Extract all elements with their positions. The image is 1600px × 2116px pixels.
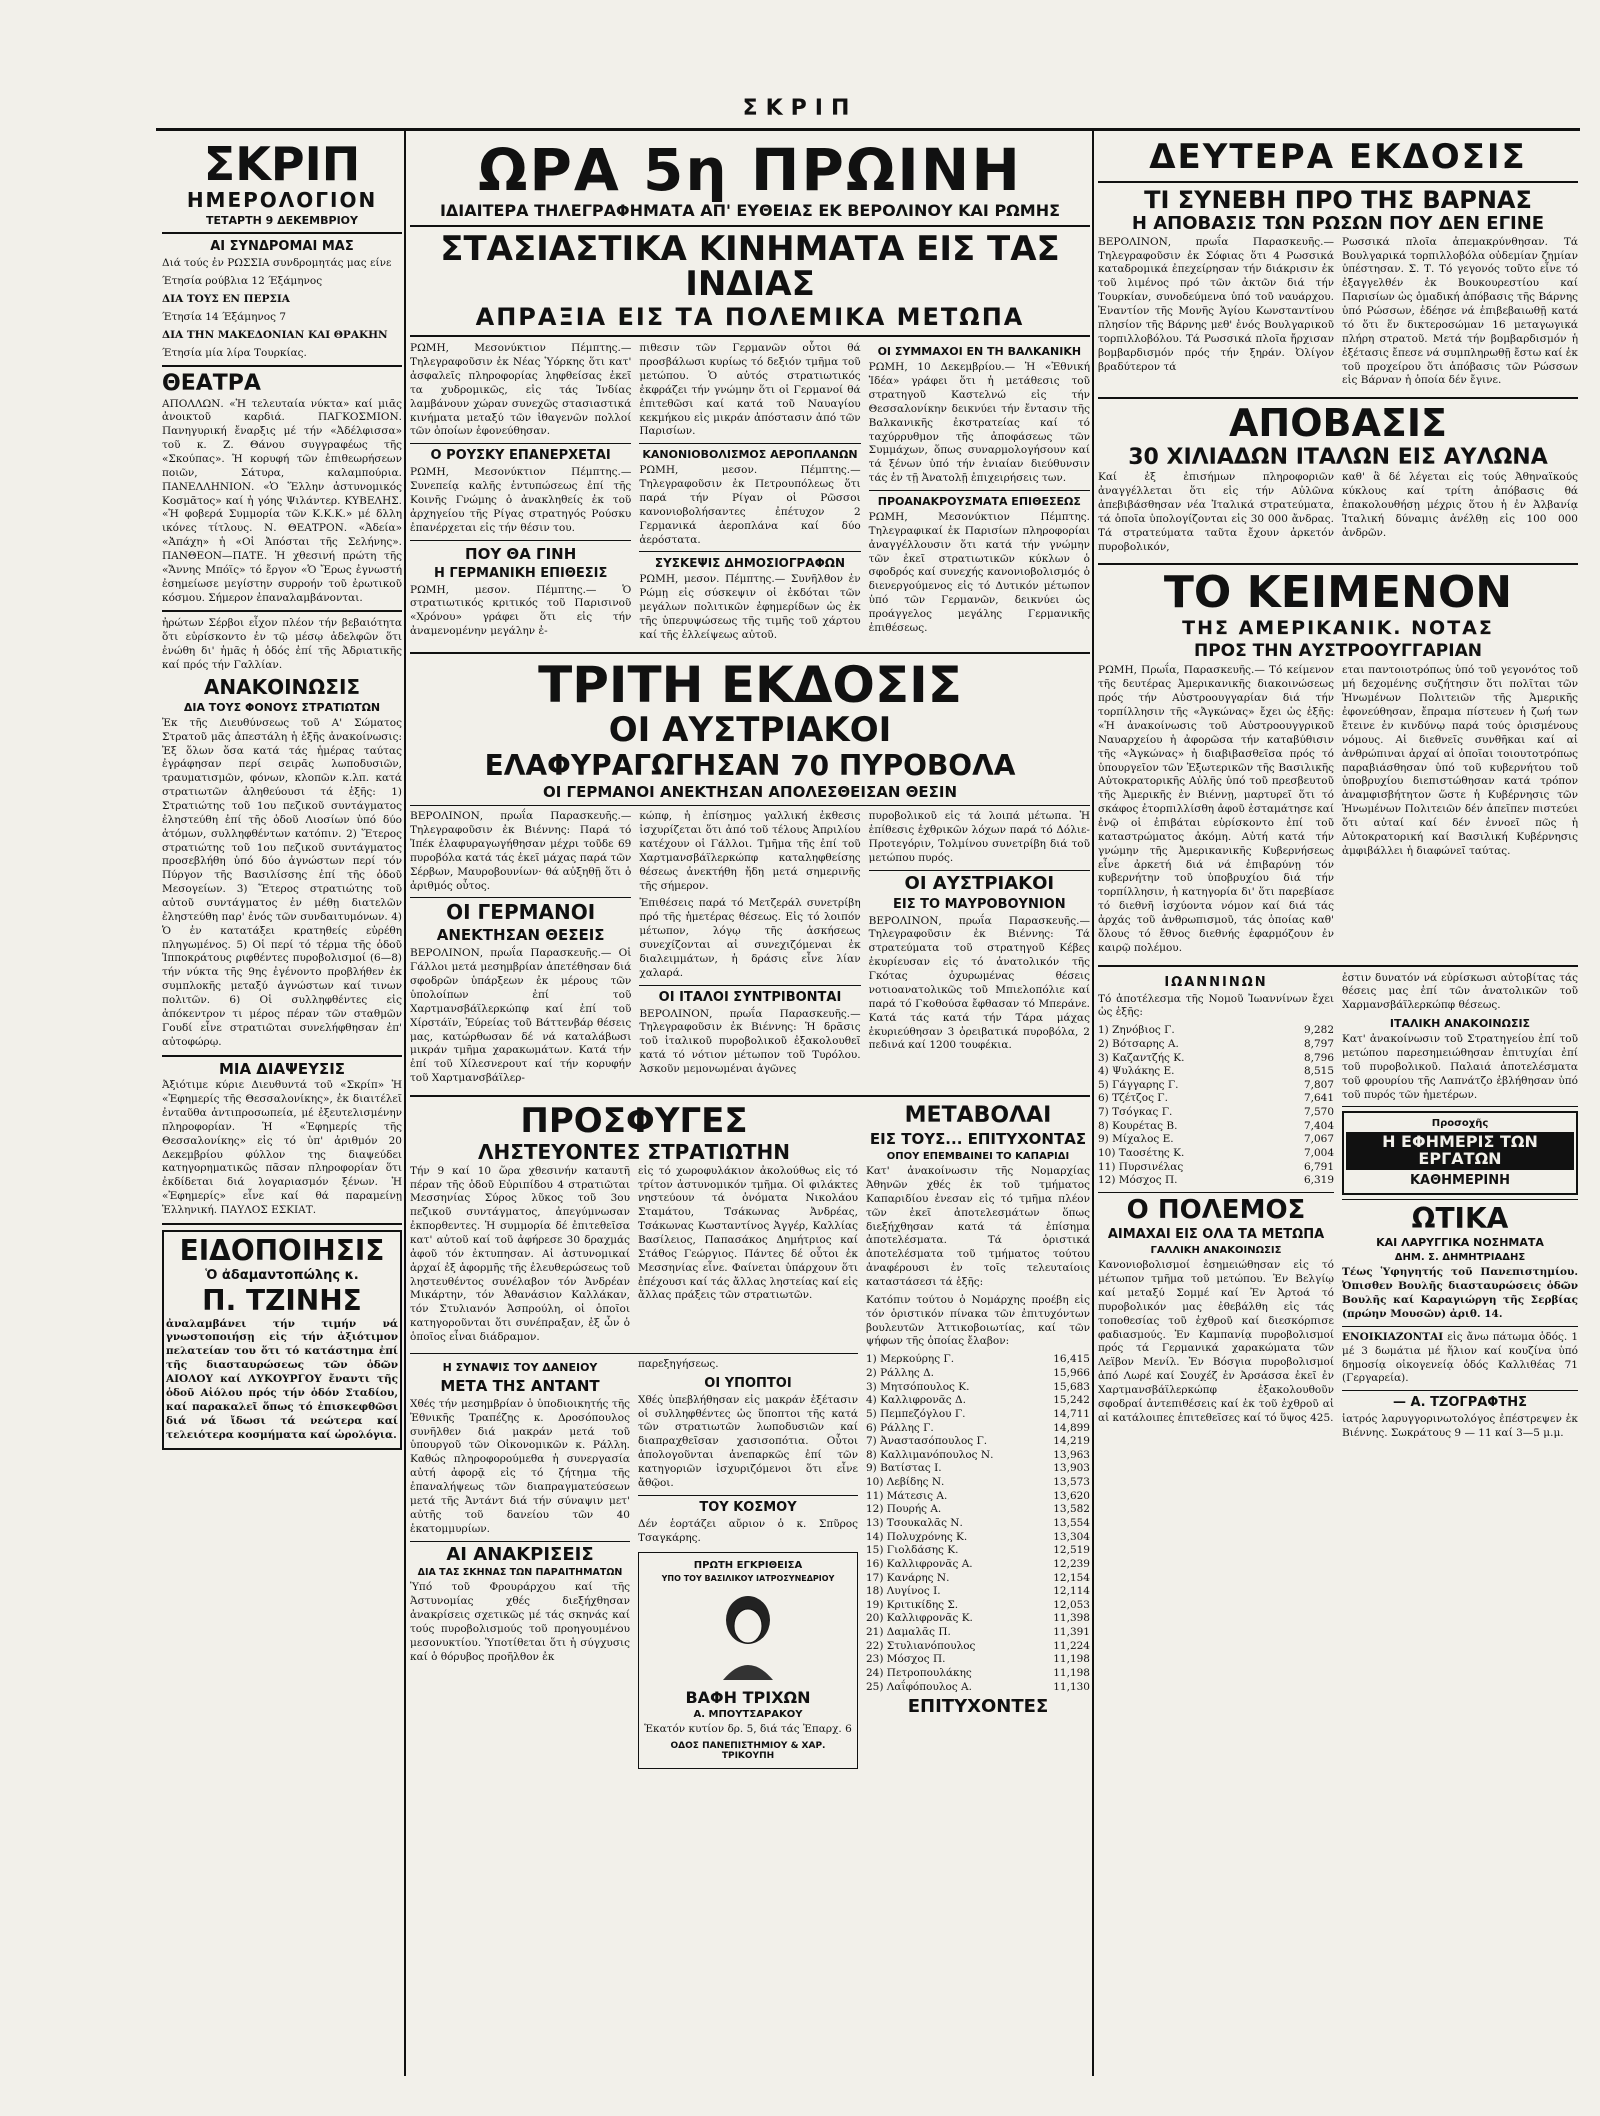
masthead: ΣΚΡΙΠ <box>742 96 858 121</box>
candidate-name: 8) Καλλιμανόπουλος Ν. <box>866 1448 994 1461</box>
candidate-name: 7) Τσόγκας Γ. <box>1098 1106 1173 1119</box>
result-row <box>866 1640 1090 1654</box>
article-text: ΒΕΡΟΛΙΝΟΝ, πρωΐα Παρασκευῆς.— Τηλεγραφοῦσιν ἐκ Βιέννης: Παρά τό Ἰπέκ ἐλαφυραγωγήθησαν μέχρι τοῦδε 69 πυροβόλα κατά τάς ἐκεῖ μάχας παρά τῶν Σέρβων, Μαυροβουνίων· θά αὐξηθῇ ὅτι ὁ ἀριθμός οὗτος. <box>410 810 632 892</box>
vote-count: 13,304 <box>1053 1530 1090 1543</box>
result-row <box>1098 1092 1334 1106</box>
candidate-name: 10) Λεβίδης Ν. <box>866 1476 945 1489</box>
vote-count: 11,224 <box>1053 1639 1090 1652</box>
calendar-title: ΣΚΡΙΠ <box>203 138 361 191</box>
vote-count: 13,582 <box>1053 1503 1090 1516</box>
candidate-name: 18) Λυγίνος Ι. <box>866 1585 941 1598</box>
result-row <box>1098 1024 1334 1038</box>
announcement-heading: ΑΝΑΚΟΙΝΩΣΙΣ <box>203 674 361 699</box>
article-text: Χθές τήν μεσημβρίαν ὁ ὑποδιοικητής τῆς Ἐθνικῆς Τραπέζης κ. Δροσόπουλος συνῆλθεν διά μακράν μετά τοῦ ὑπουργοῦ τῶν Οἰκονομικῶν κ. Ράλλη. Καθώς πληροφορούμεθα ἡ συνεργασία αὐτή ἀφορᾷ εἰς τό ζήτημα τῆς ἐπαναλήψεως τῶν διαπραγματεύσεων μετά τῆς Ἀντάντ διά τήν σύναψιν μετ' αὐτῆς τοῦ δανείου τῶν 40 ἑκατομμυρίων. <box>410 1397 630 1535</box>
vote-count: 14,219 <box>1053 1435 1090 1448</box>
article-text: ΡΩΜΗ, μεσον. Πέμπτης.— Ὁ στρατιωτικός κριτικός τοῦ Παρισινοῦ «Χρόνου» γράφει ὅτι εἰς τήν ἀναμενομένην μεγάλην ἐ- <box>410 583 632 638</box>
candidate-name: 20) Καλλιφρονᾶς Κ. <box>866 1612 973 1625</box>
hair-dye-advertisement <box>638 1552 858 1770</box>
ioannina-heading: ΙΩΑΝΝΙΝΩΝ <box>1164 974 1268 990</box>
result-row <box>866 1476 1090 1490</box>
headline-austrians: ΟΙ ΑΥΣΤΡΙΑΚΟΙ <box>608 710 892 751</box>
candidate-name: 6) Τζέτζος Γ. <box>1098 1092 1168 1105</box>
result-row <box>866 1449 1090 1463</box>
result-row <box>866 1353 1090 1367</box>
article-subheading: ΜΕΤΑ ΤΗΣ ΑΝΤΑΝΤ <box>440 1376 600 1395</box>
article-heading: ΑΙ ΑΝΑΚΡΙΣΕΙΣ <box>446 1543 594 1565</box>
article-heading: ΤΟΥ ΚΟΣΜΟΥ <box>699 1499 797 1515</box>
war-subheading: ΑΙΜΑΧΑΙ ΕΙΣ ΟΛΑ ΤΑ ΜΕΤΩΠΑ <box>1107 1227 1325 1243</box>
physician-text: ἰατρός λαρυγγορινωτολόγος ἐπέστρεψεν ἐκ Βιέννης. Σωκράτους 9 — 11 καί 3—5 μ.μ. <box>1342 1413 1578 1440</box>
subscriptions-line: Έτησία μία λίρα Τουρκίας. <box>162 346 307 359</box>
column-divider <box>1092 130 1094 2076</box>
result-row <box>1098 1052 1334 1066</box>
article-heading: ΟΙ ΓΕΡΜΑΝΟΙ <box>446 900 596 925</box>
denial-text: Ἀξιότιμε κύριε Διευθυντά τοῦ «Σκρίπ» Ἡ «Ἐφημερίς τῆς Θεσσαλονίκης», ἐκ διαιτέλεῖ ἐνταῦθα ἀντιπροσωπεία, μέ ἐξευτελισμένην πληροφορίαν. Ἡ «Ἐφημερίς τῆς Θεσσαλονίκης» εἰς τό ὑπ' ἀριθμόν 20 Δεκεμβρίου φύλλον της διαψεύδει κατηγορηματικῶς πᾶσαν πληροφορίαν ὅτι ἐκδίδεται διά λογαριασμόν ξένων. Ἡ «Ἐφημερίς» εἶνε καί θά παραμείνῃ Ἑλληνική. ΠΑΥΛΟΣ ΕΣΚΙΑΤ. <box>162 1079 402 1216</box>
candidate-name: 1) Μερκούρης Γ. <box>866 1353 955 1366</box>
result-row <box>866 1626 1090 1640</box>
candidate-name: 19) Κριτικίδης Σ. <box>866 1598 959 1611</box>
calendar-date: ΤΕΤΑΡΤΗ 9 ΔΕΚΕΜΒΡΙΟΥ <box>206 214 358 228</box>
results-list <box>866 1353 1090 1694</box>
vote-count: 11,198 <box>1053 1653 1090 1666</box>
subscriptions-line: Έτησία ρούβλια 12 Έξάμηνος <box>162 275 323 288</box>
candidate-name: 2) Ράλλης Δ. <box>866 1366 935 1379</box>
result-row <box>866 1381 1090 1395</box>
result-row <box>1098 1106 1334 1120</box>
article-text: Ὑπό τοῦ Φρουράρχου καί τῆς Ἀστυνομίας χθές διεξήχθησαν ἀνακρίσεις σχετικῶς μέ τάς σκηνάς καί τούς πυροβολισμούς τοῦ προηγουμένου μεσονυκτίου. Ὑποτίθεται ὅτι ἡ σύγχυσις καί ὁ θόρυβος προῆλθον ἐκ <box>410 1581 630 1663</box>
candidate-name: 14) Πολυχρόνης Κ. <box>866 1530 968 1543</box>
article-heading: ΟΙ ΙΤΑΛΟΙ ΣΥΝΤΡΙΒΟΝΤΑΙ <box>658 989 842 1005</box>
headline-india: ΣΤΑΣΙΑΣΤΙΚΑ ΚΙΝΗΜΑΤΑ ΕΙΣ ΤΑΣ ΙΝΔΙΑΣ <box>440 228 1060 305</box>
vote-count: 15,966 <box>1053 1366 1090 1379</box>
article-heading: Ο ΡΟΥΣΚΥ ΕΠΑΝΕΡΧΕΤΑΙ <box>430 448 611 464</box>
result-row <box>866 1394 1090 1408</box>
top-rule <box>156 128 1580 131</box>
article-text: Ρωσσικά πλοῖα ἀπεμακρύνθησαν. Τά Βουλγαρικά τορπιλλοβόλα οὐδεμίαν ζημίαν ὑπέστησαν. Σ. Τ. Τό γεγονός τοῦτο εἶνε τό ἐξαγγελθέν ἐκ Βουκουρεστίου καί Παρισίων ὡς ὁμαδική ἀπόβασις τῆς Βάρνης ὑπό Ρώσσων, ἐδέησε νά ἐπιβεβαιωθῇ κατά τό ὅτι ἕν δικτεροσώμαν 16 μεταγωγικά πλήρη στρατοῦ. Μετά τήν βομβαρδισμόν ἡ ἐξέτασις ἔπεσε νά συμπληρωθῇ ἔστω καί ἐκ τοῦ προχείρου ὅτι ἀπόβασις τῶν Ρώσσων εἰς Βάρναν ἡ ὁποία δέν ἔγινε. <box>1342 235 1578 387</box>
result-row <box>866 1517 1090 1531</box>
article-heading: ΠΡΟΑΝΑΚΡΟΥΣΜΑΤΑ ΕΠΙΘΕΣΕΩΣ <box>877 494 1081 508</box>
result-row <box>1098 1147 1334 1161</box>
rental-heading: ΕΝΟΙΚΙΑΖΟΝΤΑΙ <box>1342 1330 1444 1343</box>
article-text: ΒΕΡΟΛΙΝΟΝ, πρωΐα Παρασκευῆς.— Τηλεγραφοῦσιν ἐκ Βιέννης: Τά στρατεύματα τοῦ στρατηγοῦ Κέβες ἐκυρίευσαν εἰς τό ἀνατολικόν τῆς Γκότας ὀχυρωμένας θέσεις νοτιοανατολικῶς τοῦ Μπιελοπόλιε καί παρά τό Γκοθούσα ἔφθασαν τό Μπεράνε. Κατά τάς κατά τήν Τάρα μάχας ἐκυριεύθησαν 3 ὀρειβατικά πυροβόλα, 2 πεδινά καί 1200 τουφέκια. <box>868 914 1090 1052</box>
refugees-headline: ΠΡΟΣΦΥΓΕΣ <box>520 1101 748 1142</box>
woman-portrait-icon <box>713 1590 783 1680</box>
candidate-name: 12) Πουρής Α. <box>866 1503 942 1516</box>
article-subheading: ΔΙΑ ΤΑΣ ΣΚΗΝΑΣ ΤΩΝ ΠΑΡΑΙΤΗΜΑΤΩΝ <box>417 1567 623 1579</box>
vote-count: 12,239 <box>1053 1557 1090 1570</box>
vote-count: 11,198 <box>1053 1667 1090 1680</box>
result-row <box>866 1558 1090 1572</box>
vote-count: 7,004 <box>1303 1147 1334 1160</box>
results-list <box>1098 1024 1334 1188</box>
vote-count: 8,796 <box>1303 1051 1334 1064</box>
result-row <box>866 1490 1090 1504</box>
candidate-name: 11) Πυρσινέλας <box>1098 1160 1184 1173</box>
vote-count: 7,807 <box>1303 1078 1334 1091</box>
vote-count: 16,415 <box>1053 1353 1090 1366</box>
headline-varna: ΤΙ ΣΥΝΕΒΗ ΠΡΟ ΤΗΣ ΒΑΡΝΑΣ <box>1144 185 1532 214</box>
headline-fronts: ΑΠΡΑΞΙΑ ΕΙΣ ΤΑ ΠΟΛΕΜΙΚΑ ΜΕΤΩΠΑ <box>475 303 1025 332</box>
vote-count: 11,130 <box>1053 1680 1090 1693</box>
article-text: πιθεσιν τῶν Γερμανῶν οὗτοι θά προσβάλωσι κυρίως τό δεξιόν τμῆμα τοῦ μετώπου. Ὁ αὐτός στρατιωτικός ἐκφράζει τήν γνώμην ὅτι οἱ Γερμανοί θά ἐπιτεθῶσι καί κατά τοῦ Ναυαγίου κεκμήκου εἰς μικράν ἀπόστασιν ἀπό τῶν Παρισίων. <box>639 342 861 438</box>
physician-name: — Α. ΤΖΟΓΡΑΦΤΗΣ <box>1393 1395 1527 1411</box>
ad-line: ΒΑΦΗ ΤΡΙΧΩΝ <box>685 1687 811 1707</box>
article-text: ΒΕΡΟΛΙΝΟΝ, πρωΐα Παρασκευῆς.— Οἱ Γάλλοι μετά μεσημβρίαν ἀπετέθησαν διά σφοδρῶν ὑπάρξεων ἐκ μέρους τῶν ὑπολοίπων ἐπί τοῦ Χαρτμανσβάϊλερκώπφ καί ἐπί τοῦ Χίρστάϊν, Ἐύρείας τοῦ Βάττενβάρ θέσεις μας, κατώρθωσαν δέ νά καταλάβωσι μικράν τμῆμα χαρακωμάτων. Κατά τήν ἐπί τοῦ Χίλεσνερουτ καί τήν κορυφήν τοῦ Χαρτμανσβάϊλερ- <box>410 947 632 1085</box>
vote-count: 13,903 <box>1053 1462 1090 1475</box>
result-row <box>1098 1038 1334 1052</box>
ad-line: ΥΠΟ ΤΟΥ ΒΑΣΙΛΙΚΟΥ ΙΑΤΡΟΣΥΝΕΔΡΙΟΥ <box>661 1573 835 1583</box>
result-row <box>1098 1133 1334 1147</box>
candidate-name: 5) Πεμπεζόγλου Γ. <box>866 1407 966 1420</box>
candidate-name: 4) Καλλιφρονᾶς Δ. <box>866 1394 966 1407</box>
candidate-name: 9) Βατίστας Ι. <box>866 1462 942 1475</box>
announcement-text: Ἐκ τῆς Διευθύνσεως τοῦ Α' Σώματος Στρατοῦ μᾶς ἀπεστάλη ἡ ἑξῆς ἀνακοίνωσις: Ἐξ ὅλων ὅσα κατά τάς ἡμέρας ταύτας ἐγράφησαν περί σειρᾶς λωποδυσιῶν, τραυματισμῶν, φόνων, κλοπῶν κ.λπ. κατά στρατιωτῶν ἀληθεύουσι τά ἑξῆς: 1) Στρατιώτης τοῦ 1ου πεζικοῦ συντάγματος ἐληστεύθη ἐπί τῆς ὁδοῦ Λιοσίων ὑπό δύο ἀτόμων, συλληφθέντων κατόπιν. 2) Ἕτερος στρατιώτης τοῦ 1ου πεζικοῦ συντάγματος προσεβλήθη ὑπό δύο ἀγνώστων περί τόν Πύργον τῆς Βασιλίσσης ἐπί τῆς ὁδοῦ Μεσογείων. 3) Ἕτερος στρατιώτης τοῦ αὐτοῦ συντάγματος ἐν μέθῃ διατελῶν ἐληστεύθη παρ' ἐνός τῶν συνδαιτυμόνων. 4) Ὁ ἐν κατατάξει κρατηθείς εὐρέθη πληγωμένος. 5) Οἱ περί τό τέρμα τῆς ὁδοῦ Ἱπποκράτους ριφθέντες πυροβολισμοί (6—8) τήν νύκτα τῆς 9ης ἐγένοντο προβλήθεν ἐκ συμπλοκῆς μεταξύ ἀγνώστων καί τινων πολιτῶν. 6) Οἱ συλληφθέντες εἰς ἀπόκεντρον τι μέρος πέραν τῶν σταθμῶν Γουδί εἶνε στρατιῶται συνελήφθησαν ἐπ' αὐτοφώρῳ. <box>162 716 402 1048</box>
center-column <box>410 138 1090 2068</box>
doctor-ad-subheading: ΚΑΙ ΛΑΡΥΓΓΙΚΑ ΝΟΣΗΜΑΤΑ <box>1376 1236 1544 1250</box>
candidate-name: 5) Γάγγαρης Γ. <box>1098 1078 1179 1091</box>
vote-count: 13,573 <box>1053 1476 1090 1489</box>
article-text: ΒΕΡΟΛΙΝΟΝ, πρωΐα Παρασκευῆς.— Τηλεγραφοῦσιν ἐκ Βιέννης: Ἡ δρᾶσις τοῦ ἰταλικοῦ πυροβολικοῦ ἐξακολουθεῖ κατά τό νότιον μέτωπον τοῦ Τυρόλου. Ἀσκοῦν μεμονωμέναι ἀγῶνες <box>639 1007 861 1076</box>
theatres-text: ΑΠΟΛΛΩΝ. «Ἡ τελευταία νύκτα» καί μιᾶς ἀνοικτοῦ καρδιά. ΠΑΓΚΟΣΜΙΟΝ. Πανηγυρική ἔναρξις μέ τήν «Ἀδέλφισσα» τοῦ κ. Ζ. Θάνου συγγραφέως τῆς «Σκούπας». Ἡ κορυφή τῶν ἐπιθεωρήσεων ποιῶν, Σάτυρα, καλαμπούρια. ΠΑΝΕΛΛΗΝΙΟΝ. «Ὁ Ἕλλην ἀστυνομικός Κοσμᾶτος» καί ἡ γόης Ψιλάντερ. ΚΥΒΕΛΗΣ. «Ἡ φοβερά Συμμορία τῶν Κ.Κ.Κ.» μέ δλλη ικόνες τίτλους. Ν. ΘΕΑΤΡΟΝ. «Ἀδεία» «Ἀπάχη» ἡ «Οἱ Ἀπόσται τῆς Σελήνης». ΠΑΝΘΕΟΝ—ΠΑΤΕ. Ἡ χθεσινή πρώτη τῆς «Ἄννης Μπόϊς» τό ἔργον «Ὁ Ἔρως ἐγνωστή ἐσημείωσε μεγίστην συρροήν τοῦ ἐρωτικοῦ κόσμου. Σήμερον ἐπαναλαμβάνονται. <box>162 397 402 604</box>
notice-text: ἀναλαμβάνει τήν τιμήν νά γνωστοποιήσῃ εἰς τήν ἀξιότιμον πελατείαν του ὅτι τό κατάστημα ἐπί τῆς διασταυρώσεως τῶν ὁδῶν ΑΙΟΛΟΥ καί ΛΥΚΟΥΡΓΟΥ ἔναντι τῆς ὁδοῦ Αἰόλου πρός τήν ὁδόν Σταδίου, καί παρακαλεῖ ὅπως τό ἐπισκεφθῶσι διά νά ἴδωσι τά νεώτερα καί τελειότερα κοσμήματα καί ὡρολόγια. <box>166 1317 398 1441</box>
article-heading: ΣΥΣΚΕΨΙΣ ΔΗΜΟΣΙΟΓΡΑΦΩΝ <box>654 556 846 571</box>
vote-count: 12,114 <box>1053 1585 1090 1598</box>
candidate-name: 17) Κανάρης Ν. <box>866 1571 950 1584</box>
vote-count: 12,519 <box>1053 1544 1090 1557</box>
vote-count: 6,791 <box>1303 1160 1334 1173</box>
candidate-name: 25) Λαΐφόπουλος Α. <box>866 1680 972 1693</box>
article-text: ΡΩΜΗ, Μεσονύκτιον Πέμπτης.— Τηλεγραφοῦσιν ἐκ Νέας Ὑόρκης ὅτι κατ' ἀσφαλεῖς πληροφορίας ληφθείσας ἐκεῖ τα χυδρομικῶς, εἰς τάς Ἰνδίας λαμβάνουν χώραν συνεχῶς στασιαστικά κινήματα μεταξύ τῶν ἰθαγενῶν πολλοί τῶν ὁποίων ἐφονεύθησαν. <box>410 342 632 438</box>
landing-subheadline: 30 ΧΙΛΙΑΔΩΝ ΙΤΑΛΩΝ ΕΙΣ ΑΥΛΩΝΑ <box>1128 445 1548 471</box>
article-continuation: ἠρώτων Σέρβοι εἶχον πλέον τήν βεβαιότητα ὅτι εὑρίσκοντο ἐν τῷ μέσῳ ἀδελφῶν ὅτι ἐνώθη δι' ἡμᾶς ἡ ὁδός ἐπί τῆς Ἀδριατικῆς καί πρός τήν Γαλλίαν. <box>162 617 402 672</box>
article-text: εἰς τό χωροφυλάκιον ἀκολούθως εἰς τό τρίτον ἀστυνομικόν τμῆμα. Οἱ φιλάκτες νηστεύουν τά ὀνόματα Νικολάου Σταμάτου, Τσάκωνας Ἀνδρέας, Τσάκωνας Κωσταντίνος Ἀγγέρ, Καλλίας Βασίλειος, Παπασάκος Δημήτριος καί Στάθος Γεώργιος. Πάντες δέ οὗτοι ἐκ Μεσσηνίας εἶνε. Φαίνεται ὑπάρχουν ὅτι ἐπέχουσι καί τάς ἄλλας ληστείας καί εἰς ἄλλας πράξεις τῶν στρατιωτῶν. <box>638 1164 858 1302</box>
column-divider <box>404 130 406 2076</box>
candidate-name: 12) Μόσχος Π. <box>1098 1174 1178 1187</box>
candidate-name: 3) Μητσόπουλος Κ. <box>866 1380 970 1393</box>
article-text: ἐστιν δυνατόν νά εὑρίσκωσι αὐτοβίτας τάς θέσεις μας ἐπί τῶν ἀνατολικῶν τοῦ Χαρμανσβάϊλερκώπφ θέσεως. <box>1342 971 1578 1012</box>
ad-line: ΟΔΟΣ ΠΑΝΕΠΙΣΤΗΜΙΟΥ & ΧΑΡ. ΤΡΙΚΟΥΠΗ <box>670 1741 826 1762</box>
result-row <box>1098 1161 1334 1175</box>
candidate-name: 16) Καλλιφρονᾶς Α. <box>866 1557 973 1570</box>
vote-count: 13,554 <box>1053 1517 1090 1529</box>
note-subheadline: ΤΗΣ ΑΜΕΡΙΚΑΝΙΚ. ΝΟΤΑΣ <box>1182 616 1494 639</box>
article-heading: ΙΤΑΛΙΚΗ ΑΝΑΚΟΙΝΩΣΙΣ <box>1389 1017 1531 1031</box>
ad-line: ΠΡΩΤΗ ΕΓΚΡΙΘΕΙΣΑ <box>693 1559 803 1571</box>
article-text: ΡΩΜΗ, Μεσονύκτιον Πέμπτης.— Συνεπείᾳ καλῆς ἐντυπώσεως ἐπί τῆς Κοινῆς Γνώμης ὁ ἀνακληθείς ἐκ τοῦ ἀρχηγείου τῆς Ρίγας στρατηγός Ρούσκυ ἐπανέρχεται εἰς τήν θέσιν του. <box>410 466 632 534</box>
article-text: ΒΕΡΟΛΙΝΟΝ, πρωΐα Παρασκευῆς.— Τηλεγραφοῦσιν ἐκ Σόφιας ὅτι 4 Ρωσσικά καταδρομικά ἐπεχείρησαν τήν διάκρισιν ἐκ τοῦ λιμένος πρό τῶν ἀκτῶν διά τήν Τουρκίαν, συνοδεύμενα ὑπό τοῦ ναυάρχου. Ἐναντίον τῆς Μονῆς Ἁγίου Κωνσταντίνου πλησίον τῆς Βάρνης μεθ' ἑνός Βουλγαρικοῦ τορπιλλοβόλου. Τά Ρωσσικά πλοῖα ἤρχισαν βομβαρδισμόν πρός τήν ξηράν. Ὀλίγον βραδύτερον τά <box>1098 235 1334 373</box>
article-text: Τήν 9 καί 10 ὥρα χθεσινήν καταυτῆ πέραν τῆς ὁδοῦ Εὐριπίδου 4 στρατιῶται Μεσσηνίας Σύρος λῦκος τοῦ 3ου πεζικοῦ συντάγματος, ἀπεγύμνωσαν ἐκπορθεντες. Ἡ συμμορία δέ ἐπιτεθεῖσα κατ' αὐτοῦ καί τοῦ ἀφήρεσε 30 δραχμάς ἀφοῦ τόν ἐκτυπησαν. Αἱ ἀστυνομικαί ἀρχαί ἐξ ἀφορμῆς τῆς ἐλευθερώσεως τοῦ ληστευθέντος συνέλαβον τόν Ἀνδρέαν Μικάρτην, τόν Ἀθανάσιον Καλλάκαν, τόν Στυλιανόν Ἀσπρούλη, οἱ ὁποῖοι κατηγοροῦνται ὅτι συνέπραξαν, ἐξ ὧν ὁ ὁποῖος εἶναι διάδραμον. <box>410 1164 630 1344</box>
result-row <box>866 1503 1090 1517</box>
candidate-name: 9) Μίχαλος Ε. <box>1098 1133 1174 1146</box>
result-row <box>866 1572 1090 1586</box>
article-text: παρεξηγήσεως. <box>638 1357 719 1370</box>
rental-text: εἰς ἄνω πάτωμα ὁδός. 1 μέ 3 δωμάτια μέ ἥλιον καί κουζίνα ὑπό δημοσίᾳ οἰκογενείᾳ ὁδός Καλλιθέας 71 (Γεργαρεία). <box>1342 1330 1578 1385</box>
article-heading: ΚΑΝΟΝΙΟΒΟΛΙΣΜΟΣ ΑΕΡΟΠΛΑΝΩΝ <box>642 448 858 462</box>
candidate-name: 4) Ψυλάκης Ε. <box>1098 1065 1175 1078</box>
landing-headline: ΑΠΟΒΑΣΙΣ <box>1229 401 1447 446</box>
vote-count: 15,242 <box>1053 1394 1090 1407</box>
candidate-name: 13) Τσουκαλᾶς Ν. <box>866 1517 963 1529</box>
theatres-heading: ΘΕΑΤΡΑ <box>162 371 261 397</box>
candidate-name: 23) Μόσχος Π. <box>866 1653 946 1666</box>
left-column <box>162 138 402 2068</box>
calendar-subtitle: ΗΜΕΡΟΛΟΓΙΟΝ <box>186 188 378 213</box>
result-row <box>866 1544 1090 1558</box>
article-text: ΡΩΜΗ, μεσον. Πέμπτης.— Τηλεγραφοῦσιν ἐκ Πετρουπόλεως ὅτι παρά τήν Ρίγαν οἱ Ρῶσσοι κανονιοβολήσαντες ἐπέτυχον 2 Γερμανικά ἀεροπλάνα καί δύο ἀερόστατα. <box>639 464 861 546</box>
vote-count: 11,398 <box>1053 1612 1090 1625</box>
article-text: κώπφ, ἡ ἐπίσημος γαλλική ἐκθεσις ἰσχυρίζεται ὅτι ἀπό τοῦ τέλους Ἀπριλίου κατέχουν οἱ Γάλλοι. Τμῆμα τῆς ἐπί τοῦ Χαρτμανσβάϊλερκώπφ καταληφθείσης θέσεως ἀνεκτήθη ἤδη μετά σημερινῆς τῆς σήμερον. <box>639 810 861 892</box>
vote-count: 14,711 <box>1053 1407 1090 1420</box>
vote-count: 11,391 <box>1053 1626 1090 1639</box>
vote-count: 7,570 <box>1303 1106 1334 1119</box>
candidate-name: 7) Ἀναστασόπουλος Γ. <box>866 1435 988 1448</box>
vote-count: 7,404 <box>1303 1119 1334 1132</box>
article-text: Κατ' ἀνακοίνωσιν τῆς Νομαρχίας Ἀθηνῶν χθές ἐκ τοῦ τμήματος Καπαριδίου ἐνεσαν εἰς τό τμῆμα πλέον τῶν ἐκεῖ ἀποτελεσμάτων ὅπως διεξήχθησαν κατά τά ἐπίσημα ἀποτελέσματα. Τά ὁριστικά ἀποτελέσματα τοῦ τμήματος τούτου ἀναφέρουσι ἐν τοῖς τελευταίοις καταστάσεσι τά ἑξῆς: <box>866 1165 1090 1289</box>
article-heading: ΠΟΥ ΘΑ ΓΙΝΗ <box>465 544 577 563</box>
candidate-name: 22) Στυλιανόπουλος <box>866 1639 976 1652</box>
vote-count: 15,683 <box>1053 1380 1090 1393</box>
result-row <box>866 1408 1090 1422</box>
notice-heading: ΕΙΔΟΠΟΙΗΣΙΣ <box>179 1233 385 1267</box>
article-heading: ΟΙ ΥΠΟΠΤΟΙ <box>704 1375 792 1391</box>
candidate-name: 11) Μάτεσις Α. <box>866 1489 948 1502</box>
headline-landing: Η ΑΠΟΒΑΣΙΣ ΤΩΝ ΡΩΣΩΝ ΠΟΥ ΔΕΝ ΕΓΙΝΕ <box>1131 212 1545 234</box>
ad-line: Ἑκατόν κυτίον δρ. 5, διά τάς Ἐπαρχ. 6 <box>644 1723 852 1736</box>
vote-count: 8,797 <box>1303 1037 1334 1050</box>
changes-subheading: ΟΠΟΥ ΕΠΕΜΒΑΙΝΕΙ ΤΟ ΚΑΠΑΡΙΔΙ <box>886 1151 1070 1163</box>
headline-cannons: ΕΛΑΦΥΡΑΓΩΓΗΣΑΝ 70 ΠΥΡΟΒΟΛΑ <box>484 748 1016 782</box>
ad-line: ΚΑΘΗΜΕΡΙΝΗ <box>1409 1173 1510 1188</box>
candidate-name: 15) Γιολδάσης Κ. <box>866 1544 959 1557</box>
doctor-ad-text: Τέως Ὑφηγητής τοῦ Πανεπιστημίου. Ὀπισθεν Βουλῆς διασταυρώσεις ὁδῶν Βουλῆς καί Καραγιώργη τῆς Σερβίας (πρώην Μουσῶν) ἀριθ. 14. <box>1342 1266 1578 1320</box>
vote-count: 9,282 <box>1303 1024 1334 1037</box>
note-headline: ΤΟ ΚΕΙΜΕΝΟΝ <box>1163 567 1513 619</box>
article-heading: ΟΙ ΣΥΜΜΑΧΟΙ ΕΝ ΤΗ ΒΑΛΚΑΝΙΚΗ <box>877 345 1082 359</box>
workers-newspaper-ad <box>1342 1111 1578 1195</box>
vote-count: 12,154 <box>1053 1571 1090 1584</box>
article-subheading: ΕΙΣ ΤΟ ΜΑΥΡΟΒΟΥΝΙΟΝ <box>893 896 1066 912</box>
article-text: Δέν ἑορτάζει αὔριον ὁ κ. Σπῦρος Τσαγκάρης. <box>638 1517 858 1544</box>
result-row <box>866 1462 1090 1476</box>
war-subheading: ΓΑΛΛΙΚΗ ΑΝΑΚΟΙΝΩΣΙΣ <box>1150 1245 1282 1257</box>
result-row <box>1098 1065 1334 1079</box>
subscriptions-line: Έτησία 14 Έξάμηνος 7 <box>162 310 287 323</box>
article-heading: ΟΙ ΑΥΣΤΡΙΑΚΟΙ <box>904 872 1055 894</box>
vote-count: 6,319 <box>1303 1174 1334 1187</box>
article-text: ΡΩΜΗ, μεσον. Πέμπτης.— Συνῆλθον ἐν Ρώμῃ εἰς σύσκεψιν οἱ ἐκδόται τῶν μεγάλων πολιτικῶν ἐφημερίδων ὡς ἐκ τῆς ὑπερυψώσεως τῆς τιμῆς τοῦ χάρτου καί τῆς ἐλλείψεως αὐτοῦ. <box>639 573 861 641</box>
subscriptions-heading: ΑΙ ΣΥΝΔΡΟΜΑΙ ΜΑΣ <box>210 239 354 255</box>
candidate-name: 21) Δαμαλᾶς Π. <box>866 1626 951 1639</box>
right-column <box>1098 138 1578 2068</box>
article-subheading: Η ΓΕΡΜΑΝΙΚΗ ΕΠΙΘΕΣΙΣ <box>433 565 608 581</box>
note-subheadline: ΠΡΟΣ ΤΗΝ ΑΥΣΤΡΟΟΥΓΓΑΡΙΑΝ <box>1194 641 1482 662</box>
result-row <box>866 1531 1090 1545</box>
article-text: ΡΩΜΗ, Μεσονύκτιον Πέμπτης. Τηλεγραφικαί ἐκ Παρισίων πληροφορίαι ἀναγγέλλουσιν ὅτι κατά τήν γνώμην τῶν ἐκεῖ στρατιωτικῶν κύκλων ὁ σφοδρός καί συνεχής κανονιοβολισμός ὁ διενεργούμενος εἰς τό Δυτικόν μέτωπον ὑπό τῶν Γερμανῶν, δεικνύει ὡς προάγγελος μεγάλης Γερμανικῆς ἐπιθέσεως. <box>868 510 1090 634</box>
changes-subheading: ΕΙΣ ΤΟΥΣ... ΕΠΙΤΥΧΟΝΤΑΣ <box>869 1130 1087 1149</box>
second-edition-headline: ΔΕΥΤΕΡΑ ΕΚΔΟΣΙΣ <box>1149 138 1527 177</box>
article-text: ΡΩΜΗ, Πρωΐα, Παρασκευῆς.— Τό κείμενον τῆς δευτέρας Ἀμερικανικῆς διακοινώσεως πρός τήν Αὐστροουγγαρίαν διά τήν τορπίλλησιν τῆς «Ἀγκώνας» ἔχει ὡς ἑξῆς: «Ἡ ἀνακοίνωσις τοῦ Αὐστροουγγρικοῦ Ναυαρχείου ἡ ἀφορῶσα τήν καταβύθισιν τῆς «Ἀγκώνας» ἡ διαβιβασθεῖσα πρός τό ὑπουργεῖον τῶν Ἐξωτερικῶν τῆς Βασιλικῆς Αὐτοκρατορικῆς Αὐλῆς ὑπό τοῦ πρεσβευτοῦ τῆς Ἀμερικῆς ἐν Βιέννῃ, μαρτυρεῖ ὅτι τό σκάφος ἐτορπιλλίσθη ἀφοῦ ἐσταμάτησε καί ἐνῷ οἱ ἐπιβάται εὑρίσκοντο ἐπί τοῦ καταστρώματος ἀκόμη. Αὐτή κατά τήν γνώμην τῆς Ἀμερικανικῆς Κυβερνήσεως εἶνε ἀρκετή διά νά ἐπιβαρύνῃ τόν κυβερνήτην τοῦ ὑποβρυχίου διά τήν τορπίλλησιν, ἡ κατηγορία δι' ὅτι παρεβίασε τό διεθνῆ ἰσχύοντα νόμον καί διά τάς ἀρχάς τοῦ ἀνθρωπισμοῦ, τάς ὁποίας καθ' ὅλους τό ἔθνος διεθνής ἐφαρμόζουν ἐν καιρῷ πολέμου. <box>1098 664 1334 954</box>
subscriptions-line: ΔΙΑ ΤΗΝ ΜΑΚΕΔΟΝΙΑΝ ΚΑΙ ΘΡΑΚΗΝ <box>162 328 388 341</box>
result-row <box>866 1435 1090 1449</box>
article-text: εται παντοιοτρόπως ὑπό τοῦ γεγονότος τοῦ μή δεχομένης συζήτησιν ὅτι πολῖται τῶν Ἡνωμένων Πολιτειῶν τῆς Ἀμερικῆς ἐφονεύθησαν, ἔπραμα πίστευεν ἡ ζωή των ἔτεινε ἐν κινδύνῳ παρά τούς ὁρισμένους νόμους. Αἱ διεθνεῖς συνθῆκαι καί αἱ ἀνθρώπιναι ἀρχαί αἱ ὁποῖαι τοιουτοτρόπως παραβιάσθησαν ὑπό τοῦ κυβερνήτου τοῦ ὑποβρυχίου διεπιστώθησαν κατά τρόπον ἀναμφισβήτητον ὥστε ἡ Κυβέρνησις τῶν Ἡνωμένων Πολιτειῶν δέν ἀπεῖπεν πιστεύει ὅτι αὐταί καί δέν ἐννοεῖ πῶς ἡ Αὐτοκρατορική καί Βασιλική Κυβέρνησις ἀμφιβάλλει ἡ διαφώνεῖ ταύτας. <box>1342 664 1578 857</box>
article-text: Κανονιοβολισμοί ἐσημειώθησαν εἰς τό μέτωπον τμῆμα τοῦ μετώπου. Ἐν Βελγίῳ καί μεταξύ Σομμέ καί Ἐν Ἀρτοά τό πυροβολικόν μας ἐθεβάλθη εἰς τάς τοποθεσίας τοῦ ἐχθροῦ καί διεσκόρπισε φαδιασμούς. Ἐν Καμπανίᾳ πυροβολισμοί πρός τά Γερμανικά χαρακώματα τῶν Λεϊβον Μενίλ. Ἐν Βόσγια πυροβολισμοί ἀπό Λωρέ καί Σουχέζ ἐν Ἀρσάσσα ἐκεῖ ἐν Χαρτμανσβάϊλερκώπφ ἐξακολουθοῦν σφοδραί ἀντεπιθέσεις καί ἐκ τοῦ ἐχθροῦ αἱ αἱ κατάλοιπες ἐπιτεθεῖσες καί τό ὕψος 425. <box>1098 1259 1334 1424</box>
vote-count: 13,963 <box>1053 1448 1090 1461</box>
denial-heading: ΜΙΑ ΔΙΑΨΕΥΣΙΣ <box>218 1059 346 1078</box>
candidate-name: 1) Ζηνόβιος Γ. <box>1098 1024 1175 1037</box>
banner-headline: ΩΡΑ 5η ΠΡΩΙΝΗ <box>478 138 1022 204</box>
third-edition-headline: ΤΡΙΤΗ ΕΚΔΟΣΙΣ <box>538 655 962 714</box>
article-text: πυροβολικοῦ εἰς τά λοιπά μέτωπα. Ἡ ἐπίθεσις ἐχθρικῶν λόχων παρά τό Δόλιε-Προτεγόριν, Τολμίνου συνετρίβη διά τοῦ μετώπου πυρός. <box>868 810 1090 864</box>
candidate-name: 10) Ταοσέτης Κ. <box>1098 1147 1185 1160</box>
ad-line: Η ΕΦΗΜΕΡΙΣ ΤΩΝ ΕΡΓΑΤΩΝ <box>1346 1132 1574 1170</box>
result-row <box>866 1422 1090 1436</box>
candidate-name: 2) Βότσαρης Α. <box>1098 1037 1179 1050</box>
doctor-ad-name: ΔΗΜ. Σ. ΔΗΜΗΤΡΙΑΔΗΣ <box>1394 1252 1526 1264</box>
winners-heading: ΕΠΙΤΥΧΟΝΤΕΣ <box>907 1696 1049 1718</box>
headline-germans: ΟΙ ΓΕΡΜΑΝΟΙ ΑΝΕΚΤΗΣΑΝ ΑΠΟΛΕΣΘΕΙΣΑΝ ΘΕΣΙΝ <box>542 783 958 802</box>
article-text: Καί ἐξ ἐπισήμων πληροφοριῶν ἀναγγέλλεται ὅτι εἰς τήν Αὐλῶνα ἀπεβιβάσθησαν νέα Ἰταλικά στρατεύματα, τά ὁποῖα ὑπολογίζονται εἰς 30 000 ἄνδρας. Τά στρατεύματα ταῦτα ἔχουν ἀρκετόν πυροβολικόν, <box>1098 471 1334 553</box>
changes-heading: ΜΕΤΑΒΟΛΑΙ <box>904 1103 1052 1129</box>
ad-line: Α. ΜΠΟΥΤΣΑΡΑΚΟΥ <box>693 1709 803 1721</box>
notice-name: Π. ΤΖΙΝΗΣ <box>202 1284 362 1318</box>
vote-count: 12,053 <box>1053 1598 1090 1611</box>
article-heading: Η ΣΥΝΑΨΙΣ ΤΟΥ ΔΑΝΕΙΟΥ <box>442 1360 598 1374</box>
notice-subheading: Ὁ ἀδαμαντοπώλης κ. <box>205 1268 359 1284</box>
article-text: Κατ' ἀνακοίνωσιν τοῦ Στρατηγείου ἐπί τοῦ μετώπου παρεσημειώθησαν ἐπιτυχίαι ἐπί τοῦ πυροβολικοῦ. Παλαιά ἀποτελέσματα τοῦ φρουρίου τῆς Λαπνάτζο ἐβλήθησαν ὑπό τοῦ πυρός τῶν ἡμετέρων. <box>1342 1033 1578 1101</box>
announcement-subheading: ΔΙΑ ΤΟΥΣ ΦΟΝΟΥΣ ΣΤΡΑΤΙΩΤΩΝ <box>183 700 381 714</box>
result-row <box>1098 1079 1334 1093</box>
vote-count: 8,515 <box>1303 1065 1334 1078</box>
article-text: Κατόπιν τούτου ὁ Νομάρχης προέβη εἰς τόν ὁριστικόν πίνακα τῶν ἐπιτυχόντων βουλευτῶν Ἀττικοβοιωτίας, καί τῶν ψήφων τῆς ὁποίας ἔλαβον: <box>866 1293 1090 1348</box>
result-row <box>866 1585 1090 1599</box>
subscriptions-line: ΔΙΑ ΤΟΥΣ ΕΝ ΠΕΡΣΙΑ <box>162 293 290 306</box>
result-row <box>866 1599 1090 1613</box>
candidate-name: 8) Κουρέτας Β. <box>1098 1119 1178 1132</box>
article-subheading: ΑΝΕΚΤΗΣΑΝ ΘΕΣΕΙΣ <box>436 926 605 945</box>
candidate-name: 3) Καζαντζής Κ. <box>1098 1051 1185 1064</box>
article-text: Τό ἀποτέλεσμα τῆς Νομοῦ Ἰωαννίνων ἔχει ὡς ἑξῆς: <box>1098 992 1334 1019</box>
result-row <box>1098 1120 1334 1134</box>
doctor-ad-heading: ΩΤΙΚΑ <box>1411 1202 1509 1235</box>
candidate-name: 24) Πετροπουλάκης <box>866 1667 972 1680</box>
result-row <box>866 1367 1090 1381</box>
candidate-name: 6) Ράλλης Γ. <box>866 1421 934 1434</box>
vote-count: 13,620 <box>1053 1489 1090 1502</box>
article-text: καθ' ἃ δέ λέγεται εἰς τούς Ἀθηναϊκούς κύκλους καί τρίτη ἀπόβασις θά ἐπακολουθήσῃ μέχρις ὅτου ἡ ἐν Ἀλβανίᾳ Ἰταλική δύναμις ἀνέλθῃ εἰς 100 000 ἀνδρῶν. <box>1342 471 1578 539</box>
vote-count: 7,641 <box>1303 1092 1334 1105</box>
result-row <box>866 1612 1090 1626</box>
war-heading: Ο ΠΟΛΕΜΟΣ <box>1126 1194 1306 1225</box>
article-text: Ἐπιθέσεις παρά τό Μετζεράλ συνετρίβη πρό τῆς ἡμετέρας θέσεως. Εἰς τό λοιπόν μέτωπον, λόγῳ τῆς ἀσκήσεως συνεχίζονται αἱ συνεχιζόμεναι ἐκ διαλειμμάτων, ἡ δράσις εἶνε λίαν χαλαρά. <box>639 897 861 979</box>
subscriptions-line: Διά τούς ἐν ΡΩΣΣΙΑ συνδρομητάς μας είνε <box>162 257 392 270</box>
banner-subheadline: ΙΔΙΑΙΤΕΡΑ ΤΗΛΕΓΡΑΦΗΜΑΤΑ ΑΠ' ΕΥΘΕΙΑΣ ΕΚ ΒΕΡΟΛΙΝΟΥ ΚΑΙ ΡΩΜΗΣ <box>439 200 1061 220</box>
vote-count: 7,067 <box>1303 1133 1334 1146</box>
result-row <box>866 1667 1090 1681</box>
refugees-subheadline: ΛΗΣΤΕΥΟΝΤΕΣ ΣΤΡΑΤΙΩΤΗΝ <box>478 1139 790 1164</box>
vote-count: 14,899 <box>1053 1421 1090 1434</box>
article-text: ΡΩΜΗ, 10 Δεκεμβρίου.— Ἡ «Ἐθνική Ἰδέα» γράφει ὅτι ἡ μετάθεσις τοῦ στρατηγοῦ Καστελνώ εἰς τήν Θεσσαλονίκην δεικνύει τήν ἔντασιν τῆς Βαλκανικῆς ἐκστρατείας καί τό ταχύρρυθμον τῆς ἀποφάσεως τῶν Συμμάχων, ὅπως συναρμολογήσουν καί τά ξένων ὑπό τήν ἑνιαίαν διεύθυνσιν τάς ἐν τῇ Ἀνατολῇ ἐπιχειρήσεις των. <box>868 361 1090 485</box>
result-row <box>866 1681 1090 1695</box>
result-row <box>1098 1174 1334 1188</box>
article-text: Χθές ὑπεβλήθησαν εἰς μακράν ἐξέτασιν οἱ συλληφθέντες ὡς ὕποπτοι τῆς κατά τῶν στρατιωτῶν λωποδυσιῶν καί διαπραχθεῖσαν χασισοπότια. Οὗτοι ἀπολογοῦνται ἀνεπαρκῶς ἐπί τῶν κατηγοριῶν ἰσχυριζόμενοι ὅτι εἶνε ἄθῷοι. <box>638 1393 858 1489</box>
ad-line: Προσοχῆς <box>1431 1118 1489 1130</box>
result-row <box>866 1653 1090 1667</box>
